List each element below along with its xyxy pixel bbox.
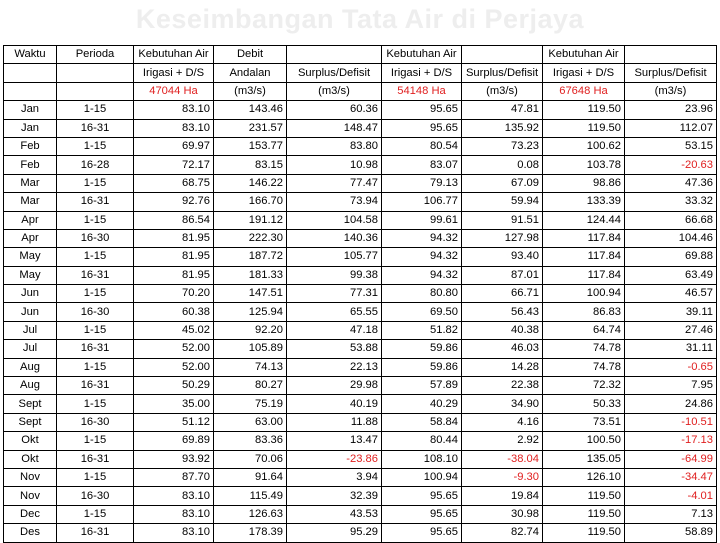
surplus-cell: 39.11 [625,303,717,321]
kebutuhan-cell: 106.77 [382,193,462,211]
surplus-cell: 19.84 [462,487,543,505]
waktu-cell: Apr [4,211,57,229]
perioda-cell: 16-31 [57,340,134,358]
kebutuhan-cell: 99.61 [382,211,462,229]
perioda-cell: 16-30 [57,229,134,247]
header-cell: Waktu [4,46,57,64]
kebutuhan-cell: 50.33 [543,395,625,413]
area-label-67648: 67648 Ha [543,82,625,100]
table-row [4,432,717,450]
waktu-cell: Jun [4,303,57,321]
kebutuhan-cell: 83.10 [134,119,214,137]
waktu-cell: Des [4,524,57,542]
perioda-cell: 1-15 [57,101,134,119]
kebutuhan-cell: 108.10 [382,450,462,468]
kebutuhan-cell: 124.44 [543,211,625,229]
header-cell: Irigasi + D/S [382,64,462,82]
kebutuhan-cell: 51.12 [134,413,214,431]
debit-cell: 63.00 [214,413,287,431]
kebutuhan-cell: 119.50 [543,487,625,505]
surplus-cell: 69.88 [625,248,717,266]
surplus-cell: 148.47 [287,119,382,137]
debit-cell: 181.33 [214,266,287,284]
waktu-cell: Nov [4,468,57,486]
page-title: Keseimbangan Tata Air di Perjaya [135,4,585,34]
table-row [4,505,717,523]
table-row [4,193,717,211]
kebutuhan-cell: 117.84 [543,229,625,247]
kebutuhan-cell: 59.86 [382,358,462,376]
debit-cell: 153.77 [214,137,287,155]
table-row [4,340,717,358]
waktu-cell: May [4,248,57,266]
header-cell [462,46,543,64]
surplus-cell: 11.88 [287,413,382,431]
kebutuhan-cell: 95.65 [382,119,462,137]
kebutuhan-cell: 72.32 [543,377,625,395]
perioda-cell: 16-31 [57,377,134,395]
perioda-cell: 16-30 [57,303,134,321]
table-row [4,321,717,339]
kebutuhan-cell: 59.86 [382,340,462,358]
surplus-cell: 112.07 [625,119,717,137]
surplus-cell: 91.51 [462,211,543,229]
header-cell [57,64,134,82]
kebutuhan-cell: 119.50 [543,101,625,119]
kebutuhan-cell: 79.13 [382,174,462,192]
surplus-cell: 73.94 [287,193,382,211]
debit-cell: 166.70 [214,193,287,211]
kebutuhan-cell: 45.02 [134,321,214,339]
surplus-cell: 34.90 [462,395,543,413]
surplus-cell: 40.19 [287,395,382,413]
surplus-cell: 65.55 [287,303,382,321]
debit-cell: 80.27 [214,377,287,395]
header-cell: Andalan [214,64,287,82]
debit-cell: 222.30 [214,229,287,247]
waktu-cell: Sept [4,413,57,431]
debit-cell: 231.57 [214,119,287,137]
kebutuhan-cell: 81.95 [134,248,214,266]
kebutuhan-cell: 100.62 [543,137,625,155]
kebutuhan-cell: 74.78 [543,340,625,358]
kebutuhan-cell: 95.65 [382,505,462,523]
waktu-cell: May [4,266,57,284]
perioda-cell: 1-15 [57,248,134,266]
surplus-cell: 60.36 [287,101,382,119]
kebutuhan-cell: 83.10 [134,101,214,119]
table-row [4,413,717,431]
surplus-cell: 0.08 [462,156,543,174]
waktu-cell: Apr [4,229,57,247]
table-header [4,46,717,101]
kebutuhan-cell: 81.95 [134,266,214,284]
surplus-cell: 95.29 [287,524,382,542]
surplus-cell: 66.71 [462,285,543,303]
waktu-cell: Jan [4,119,57,137]
header-cell: Irigasi + D/S [134,64,214,82]
header-cell: (m3/s) [214,82,287,100]
header-cell: Surplus/Defisit [287,64,382,82]
debit-cell: 143.46 [214,101,287,119]
surplus-cell: 63.49 [625,266,717,284]
surplus-cell: 47.36 [625,174,717,192]
surplus-cell: 24.86 [625,395,717,413]
perioda-cell: 16-31 [57,119,134,137]
header-cell: Irigasi + D/S [543,64,625,82]
table-row [4,119,717,137]
table-row [4,303,717,321]
header-row-3 [4,82,717,100]
debit-cell: 74.13 [214,358,287,376]
waktu-cell: Jun [4,285,57,303]
surplus-cell: 58.89 [625,524,717,542]
surplus-cell: -34.47 [625,468,717,486]
perioda-cell: 16-31 [57,193,134,211]
header-cell: (m3/s) [462,82,543,100]
debit-cell: 75.19 [214,395,287,413]
waktu-cell: Aug [4,377,57,395]
waktu-cell: Jul [4,340,57,358]
surplus-cell: 93.40 [462,248,543,266]
header-row-1 [4,46,717,64]
kebutuhan-cell: 119.50 [543,505,625,523]
table-row [4,395,717,413]
surplus-cell: -64.99 [625,450,717,468]
kebutuhan-cell: 68.75 [134,174,214,192]
surplus-cell: 31.11 [625,340,717,358]
kebutuhan-cell: 94.32 [382,266,462,284]
debit-cell: 178.39 [214,524,287,542]
surplus-cell: 23.96 [625,101,717,119]
kebutuhan-cell: 119.50 [543,524,625,542]
perioda-cell: 16-31 [57,524,134,542]
kebutuhan-cell: 81.95 [134,229,214,247]
surplus-cell: -0.65 [625,358,717,376]
header-row-2 [4,64,717,82]
header-cell [287,46,382,64]
surplus-cell: 13.47 [287,432,382,450]
kebutuhan-cell: 135.05 [543,450,625,468]
kebutuhan-cell: 72.17 [134,156,214,174]
kebutuhan-cell: 51.82 [382,321,462,339]
surplus-cell: 27.46 [625,321,717,339]
surplus-cell: 67.09 [462,174,543,192]
table-row [4,174,717,192]
surplus-cell: 82.74 [462,524,543,542]
table-row [4,285,717,303]
perioda-cell: 16-28 [57,156,134,174]
kebutuhan-cell: 100.50 [543,432,625,450]
perioda-cell: 16-30 [57,487,134,505]
kebutuhan-cell: 70.20 [134,285,214,303]
table-row [4,487,717,505]
kebutuhan-cell: 117.84 [543,248,625,266]
debit-cell: 105.89 [214,340,287,358]
surplus-cell: 73.23 [462,137,543,155]
header-cell [4,82,57,100]
surplus-cell: 104.58 [287,211,382,229]
waktu-cell: Feb [4,156,57,174]
waktu-cell: Okt [4,450,57,468]
kebutuhan-cell: 87.70 [134,468,214,486]
kebutuhan-cell: 86.54 [134,211,214,229]
surplus-cell: 30.98 [462,505,543,523]
kebutuhan-cell: 94.32 [382,229,462,247]
perioda-cell: 1-15 [57,174,134,192]
debit-cell: 83.36 [214,432,287,450]
header-cell [625,46,717,64]
surplus-cell: -4.01 [625,487,717,505]
table-row [4,156,717,174]
surplus-cell: 104.46 [625,229,717,247]
waktu-cell: Jul [4,321,57,339]
surplus-cell: 7.95 [625,377,717,395]
surplus-cell: 83.80 [287,137,382,155]
surplus-cell: -23.86 [287,450,382,468]
surplus-cell: -10.51 [625,413,717,431]
kebutuhan-cell: 83.10 [134,505,214,523]
kebutuhan-cell: 50.29 [134,377,214,395]
surplus-cell: 140.36 [287,229,382,247]
water-balance-table [3,45,717,543]
kebutuhan-cell: 80.80 [382,285,462,303]
surplus-cell: 66.68 [625,211,717,229]
header-cell: Perioda [57,46,134,64]
kebutuhan-cell: 117.84 [543,266,625,284]
waktu-cell: Aug [4,358,57,376]
perioda-cell: 16-31 [57,450,134,468]
surplus-cell: 29.98 [287,377,382,395]
kebutuhan-cell: 52.00 [134,340,214,358]
surplus-cell: 77.47 [287,174,382,192]
kebutuhan-cell: 95.65 [382,487,462,505]
kebutuhan-cell: 80.54 [382,137,462,155]
waktu-cell: Jan [4,101,57,119]
kebutuhan-cell: 40.29 [382,395,462,413]
surplus-cell: 105.77 [287,248,382,266]
header-cell [57,82,134,100]
kebutuhan-cell: 74.78 [543,358,625,376]
header-cell: Kebutuhan Air [543,46,625,64]
table-row [4,524,717,542]
surplus-cell: 7.13 [625,505,717,523]
surplus-cell: 47.18 [287,321,382,339]
surplus-cell: 40.38 [462,321,543,339]
perioda-cell: 1-15 [57,505,134,523]
debit-cell: 83.15 [214,156,287,174]
debit-cell: 147.51 [214,285,287,303]
perioda-cell: 1-15 [57,395,134,413]
surplus-cell: 32.39 [287,487,382,505]
header-cell: (m3/s) [287,82,382,100]
waktu-cell: Nov [4,487,57,505]
surplus-cell: 53.15 [625,137,717,155]
kebutuhan-cell: 73.51 [543,413,625,431]
surplus-cell: 47.81 [462,101,543,119]
perioda-cell: 1-15 [57,285,134,303]
debit-cell: 92.20 [214,321,287,339]
kebutuhan-cell: 133.39 [543,193,625,211]
kebutuhan-cell: 83.10 [134,487,214,505]
kebutuhan-cell: 100.94 [382,468,462,486]
header-cell: Debit [214,46,287,64]
kebutuhan-cell: 57.89 [382,377,462,395]
kebutuhan-cell: 93.92 [134,450,214,468]
surplus-cell: 43.53 [287,505,382,523]
table-row [4,266,717,284]
surplus-cell: 99.38 [287,266,382,284]
perioda-cell: 1-15 [57,137,134,155]
surplus-cell: 127.98 [462,229,543,247]
kebutuhan-cell: 100.94 [543,285,625,303]
surplus-cell: 135.92 [462,119,543,137]
debit-cell: 126.63 [214,505,287,523]
table-row [4,377,717,395]
header-cell: Surplus/Defisit [625,64,717,82]
kebutuhan-cell: 119.50 [543,119,625,137]
perioda-cell: 1-15 [57,432,134,450]
kebutuhan-cell: 69.50 [382,303,462,321]
surplus-cell: -20.63 [625,156,717,174]
header-cell: Surplus/Defisit [462,64,543,82]
table-body [4,101,717,542]
table-row [4,468,717,486]
debit-cell: 146.22 [214,174,287,192]
waktu-cell: Dec [4,505,57,523]
debit-cell: 187.72 [214,248,287,266]
debit-cell: 191.12 [214,211,287,229]
surplus-cell: 87.01 [462,266,543,284]
kebutuhan-cell: 98.86 [543,174,625,192]
table-row [4,248,717,266]
surplus-cell: 14.28 [462,358,543,376]
surplus-cell: 10.98 [287,156,382,174]
surplus-cell: 4.16 [462,413,543,431]
surplus-cell: 56.43 [462,303,543,321]
kebutuhan-cell: 95.65 [382,101,462,119]
surplus-cell: 59.94 [462,193,543,211]
kebutuhan-cell: 69.89 [134,432,214,450]
kebutuhan-cell: 86.83 [543,303,625,321]
surplus-cell: -38.04 [462,450,543,468]
surplus-cell: 77.31 [287,285,382,303]
debit-cell: 125.94 [214,303,287,321]
table-row [4,101,717,119]
kebutuhan-cell: 60.38 [134,303,214,321]
kebutuhan-cell: 92.76 [134,193,214,211]
surplus-cell: 53.88 [287,340,382,358]
area-label-47044: 47044 Ha [134,82,214,100]
area-label-54148: 54148 Ha [382,82,462,100]
perioda-cell: 16-30 [57,413,134,431]
header-cell: Kebutuhan Air [382,46,462,64]
perioda-cell: 16-31 [57,266,134,284]
kebutuhan-cell: 80.44 [382,432,462,450]
waktu-cell: Okt [4,432,57,450]
waktu-cell: Sept [4,395,57,413]
kebutuhan-cell: 83.07 [382,156,462,174]
surplus-cell: 22.38 [462,377,543,395]
surplus-cell: 3.94 [287,468,382,486]
table-row [4,211,717,229]
kebutuhan-cell: 58.84 [382,413,462,431]
kebutuhan-cell: 64.74 [543,321,625,339]
kebutuhan-cell: 126.10 [543,468,625,486]
debit-cell: 91.64 [214,468,287,486]
header-cell: (m3/s) [625,82,717,100]
perioda-cell: 1-15 [57,468,134,486]
kebutuhan-cell: 103.78 [543,156,625,174]
waktu-cell: Feb [4,137,57,155]
surplus-cell: 2.92 [462,432,543,450]
surplus-cell: -17.13 [625,432,717,450]
surplus-cell: 22.13 [287,358,382,376]
table-row [4,358,717,376]
waktu-cell: Mar [4,174,57,192]
waktu-cell: Mar [4,193,57,211]
kebutuhan-cell: 83.10 [134,524,214,542]
perioda-cell: 1-15 [57,358,134,376]
kebutuhan-cell: 94.32 [382,248,462,266]
surplus-cell: 46.03 [462,340,543,358]
table-row [4,229,717,247]
kebutuhan-cell: 35.00 [134,395,214,413]
surplus-cell: -9.30 [462,468,543,486]
surplus-cell: 46.57 [625,285,717,303]
debit-cell: 70.06 [214,450,287,468]
header-cell [4,64,57,82]
kebutuhan-cell: 69.97 [134,137,214,155]
debit-cell: 115.49 [214,487,287,505]
perioda-cell: 1-15 [57,211,134,229]
kebutuhan-cell: 52.00 [134,358,214,376]
table-row [4,137,717,155]
kebutuhan-cell: 95.65 [382,524,462,542]
surplus-cell: 33.32 [625,193,717,211]
header-cell: Kebutuhan Air [134,46,214,64]
table-row [4,450,717,468]
perioda-cell: 1-15 [57,321,134,339]
